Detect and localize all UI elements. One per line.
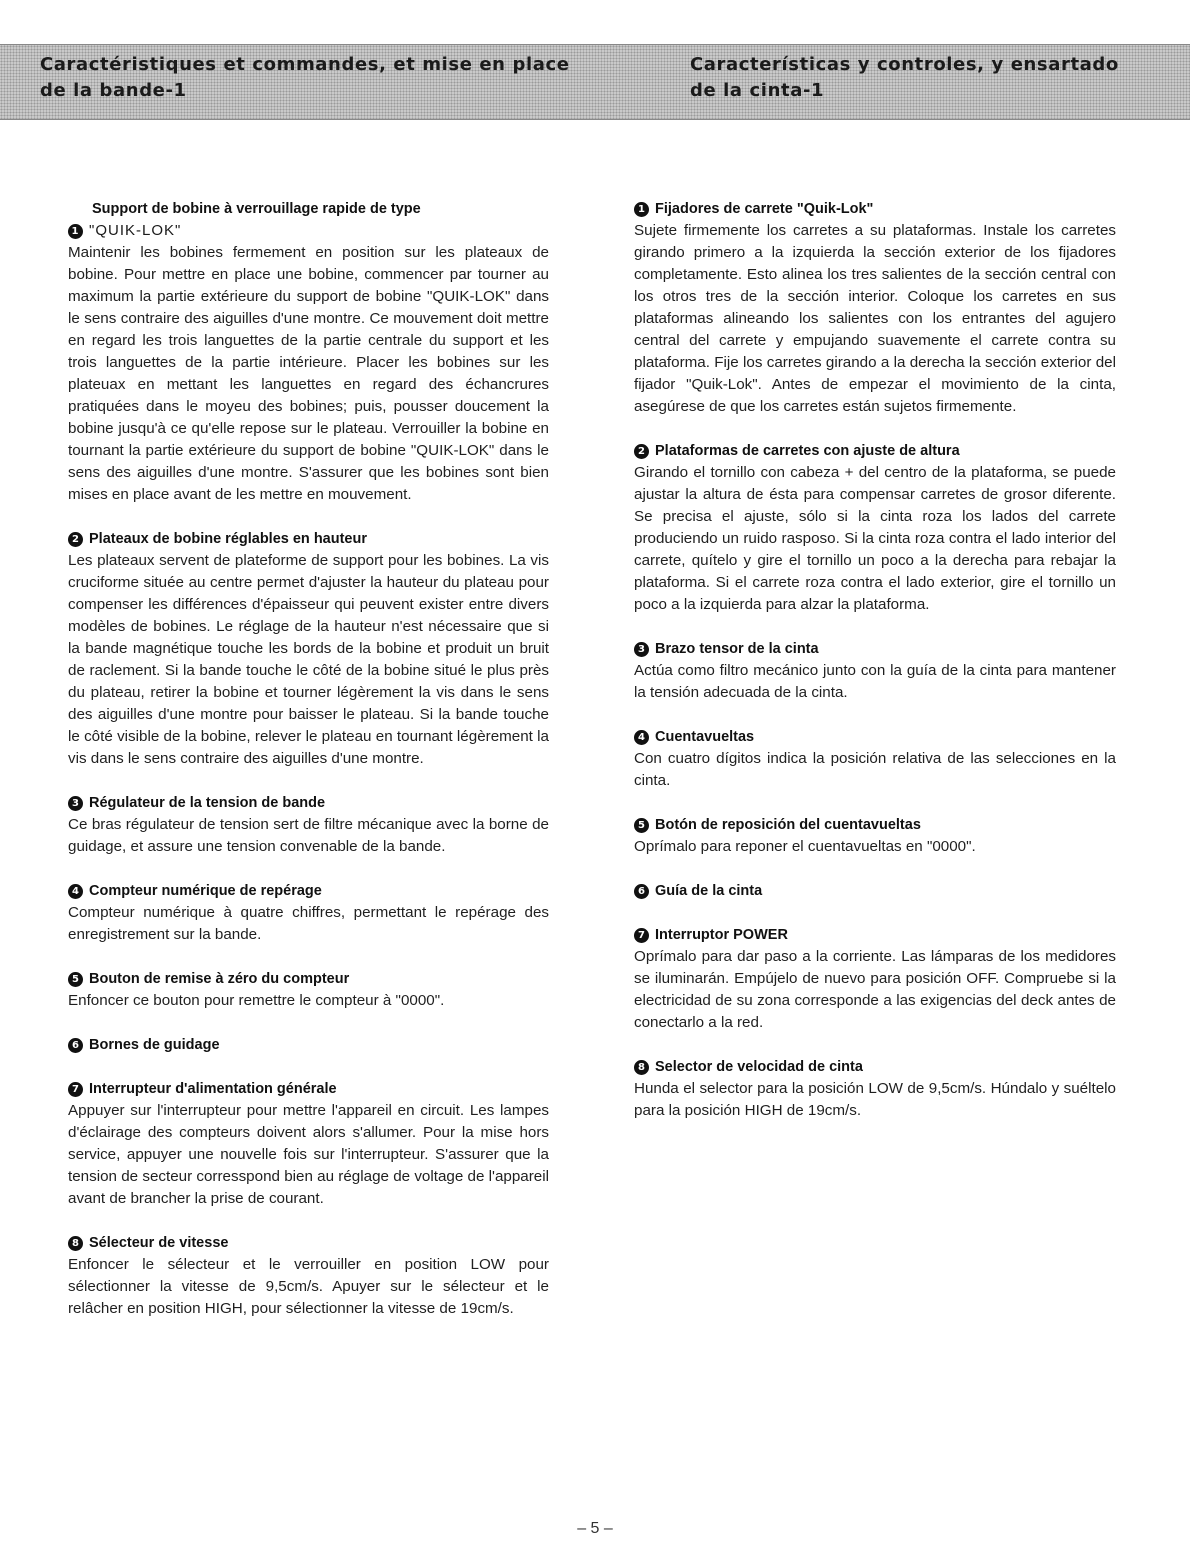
number-8-icon: 8 — [634, 1060, 649, 1075]
number-7-icon: 7 — [68, 1082, 83, 1097]
fr-section-title-8: 8 Sélecteur de vitesse — [68, 1232, 549, 1254]
fr-section-5 — [68, 968, 549, 1012]
fr-section-title-7: 7 Interrupteur d'alimentation générale — [68, 1078, 549, 1100]
es-section-5 — [634, 814, 1116, 858]
es-section-body-1: Sujete firmemente los carretes a su plataformas. Instale los carretes girando primero a la izquierda la sección exterior de los fijadores completamente. Esto alinea los tres salientes de la sección central con los otros tres de la sección interior. Coloque los carretes en sus plataformas alineando los salientes con los entrantes del agujero central del carrete y empujando suavemente el carrete contra su plataforma. Fije los carretes girando a la derecha la sección exterior del fijador "Quik-Lok". Antes de empezar el movimiento de la cinta, asegúrese de que los carretes están sujetos firmemente. — [634, 222, 1116, 415]
fr-section-1 — [68, 198, 549, 506]
fr-section-2 — [68, 528, 549, 770]
fr-section-title-4: 4 Compteur numérique de repérage — [68, 880, 549, 902]
es-section-7 — [634, 924, 1116, 1034]
fr-section-body-8: Enfoncer le sélecteur et le verrouiller en position LOW pour sélectionner la vitesse de 9,5cm/s. Apuyer sur le sélecteur et le relâcher en position HIGH, pour sélectionner la vitesse de 19cm/s. — [68, 1256, 549, 1317]
number-3-icon: 3 — [68, 796, 83, 811]
es-section-title-2: 2 Plataformas de carretes con ajuste de altura — [634, 440, 1116, 462]
number-3-icon: 3 — [634, 642, 649, 657]
fr-section-body-4: Compteur numérique à quatre chiffres, permettant le repérage des enregistrement sur la bande. — [68, 904, 549, 943]
es-section-title-4: 4 Cuentavueltas — [634, 726, 1116, 748]
fr-section-8 — [68, 1232, 549, 1320]
fr-section-title-3: 3 Régulateur de la tension de bande — [68, 792, 549, 814]
page-title-spanish: Características y controles, y ensartado de la cinta-1 — [690, 54, 1119, 101]
number-5-icon: 5 — [634, 818, 649, 833]
page-title-french: Caractéristiques et commandes, et mise en place de la bande-1 — [40, 54, 570, 101]
number-8-icon: 8 — [68, 1236, 83, 1251]
fr-section-title-1: Support de bobine à verrouillage rapide de type — [92, 201, 421, 217]
es-section-8 — [634, 1056, 1116, 1122]
fr-section-6 — [68, 1034, 549, 1056]
number-5-icon: 5 — [68, 972, 83, 987]
french-column — [68, 198, 549, 1342]
header-banner — [0, 44, 1190, 120]
es-section-title-6: 6 Guía de la cinta — [634, 880, 1116, 902]
fr-section-7 — [68, 1078, 549, 1210]
number-4-icon: 4 — [634, 730, 649, 745]
fr-section-body-3: Ce bras régulateur de tension sert de filtre mécanique avec la borne de guidage, et assure une tension convenable de la bande. — [68, 816, 549, 855]
es-section-body-7: Oprímalo para dar paso a la corriente. Las lámparas de los medidores se iluminarán. Empújelo de nuevo para posición OFF. Compruebe si la electricidad de su zona corresponde a las exigencias del deck antes de conectarlo a la red. — [634, 948, 1116, 1031]
number-6-icon: 6 — [634, 884, 649, 899]
fr-section-3 — [68, 792, 549, 858]
page-number: – 5 – — [577, 1520, 613, 1537]
fr-section-subtitle-1 — [68, 220, 549, 242]
es-section-title-7: 7 Interruptor POWER — [634, 924, 1116, 946]
fr-section-title-6: 6 Bornes de guidage — [68, 1034, 549, 1056]
quik-lok-label: "QUIK-LOK" — [89, 222, 182, 239]
number-2-icon: 2 — [634, 444, 649, 459]
es-section-1 — [634, 198, 1116, 418]
fr-section-body-1: Maintenir les bobines fermement en position sur les plateaux de bobine. Pour mettre en place une bobine, commencer par tourner au maximum la partie extérieure du support de bobine "QUIK-LOK" dans le sens contraire des aiguilles d'une montre. Ce mouvement doit mettre en regard les trois languettes de la partie centrale du support et les trois languettes de la partie intérieure. Placer les bobines sur les plateuax en mettant les languettes en regard des échancrures pratiquées dans le moyeu des bobines; puis, pousser doucement la bobine jusqu'à ce qu'elle repose sur le plateau. Verrouiller la bobine en tournant la partie extérieure du support de bobine "QUIK-LOK" dans le sens des aiguilles d'une montre. S'assurer que les bobines sont bien mises en place avant de les mettre en mouvement. — [68, 244, 549, 503]
number-6-icon: 6 — [68, 1038, 83, 1053]
es-section-body-3: Actúa como filtro mecánico junto con la guía de la cinta para mantener la tensión adecuada de la cinta. — [634, 662, 1116, 701]
es-section-body-2: Girando el tornillo con cabeza + del centro de la plataforma, se puede ajustar la altura de ésta para compensar carretes de grosor diferente. Se precisa el ajuste, sólo si la cinta roza los lados del carrete produciendo un ruido rasposo. Si la cinta roza contra el lado interior del carrete, quítelo y gire el tornillo un poco a la derecha para rebajar la plataforma. Si el carrete roza contra el lado exterior, gire el tornillo un poco a la izquierda para alzar la plataforma. — [634, 464, 1116, 613]
es-section-body-5: Oprímalo para reponer el cuentavueltas en "0000". — [634, 838, 976, 855]
number-7-icon: 7 — [634, 928, 649, 943]
es-section-body-4: Con cuatro dígitos indica la posición relativa de las selecciones en la cinta. — [634, 750, 1116, 789]
number-2-icon: 2 — [68, 532, 83, 547]
spanish-column — [634, 198, 1116, 1144]
es-section-2 — [634, 440, 1116, 616]
es-section-title-1: 1 Fijadores de carrete "Quik-Lok" — [634, 198, 1116, 220]
es-section-title-5: 5 Botón de reposición del cuentavueltas — [634, 814, 1116, 836]
number-4-icon: 4 — [68, 884, 83, 899]
es-section-body-8: Hunda el selector para la posición LOW de 9,5cm/s. Húndalo y suéltelo para la posición HIGH de 19cm/s. — [634, 1080, 1116, 1119]
es-section-4 — [634, 726, 1116, 792]
es-section-3 — [634, 638, 1116, 704]
number-1-icon: 1 — [68, 224, 83, 239]
es-section-6 — [634, 880, 1116, 902]
fr-section-body-5: Enfoncer ce bouton pour remettre le compteur à "0000". — [68, 992, 445, 1009]
number-1-icon: 1 — [634, 202, 649, 217]
fr-section-body-2: Les plateaux servent de plateforme de support pour les bobines. La vis cruciforme située au centre permet d'ajuster la hauteur du plateau pour compenser les différences d'épaisseur qui peuvent exister entre divers modèles de bobines. Le réglage de la hauteur n'est nécessaire que si la bande magnétique touche les bords de la bobine et produit un bruit de raclement. Si la bande touche le côté de la bobine situé le plus près du plateau, retirer la bobine et tourner légèrement la vis dans le sens des aiguilles d'une montre pour baisser le plateau. Si la bande touche le côté visible de la bobine, relever le plateau en tournant légèrement la vis dans le sens contraire des aiguilles d'une montre. — [68, 552, 549, 767]
fr-section-title-5: 5 Bouton de remise à zéro du compteur — [68, 968, 549, 990]
es-section-title-3: 3 Brazo tensor de la cinta — [634, 638, 1116, 660]
fr-section-body-7: Appuyer sur l'interrupteur pour mettre l'appareil en circuit. Les lampes d'éclairage des compteurs doivent alors s'allumer. Pour la mise hors service, appuyer une nouvelle fois sur l'interrupteur. S'assurer que la tension de secteur corresspond bien au réglage de voltage de l'appareil avant de brancher la prise de courant. — [68, 1102, 549, 1207]
fr-section-title-2: 2 Plateaux de bobine réglables en hauteur — [68, 528, 549, 550]
es-section-title-8: 8 Selector de velocidad de cinta — [634, 1056, 1116, 1078]
fr-section-4 — [68, 880, 549, 946]
